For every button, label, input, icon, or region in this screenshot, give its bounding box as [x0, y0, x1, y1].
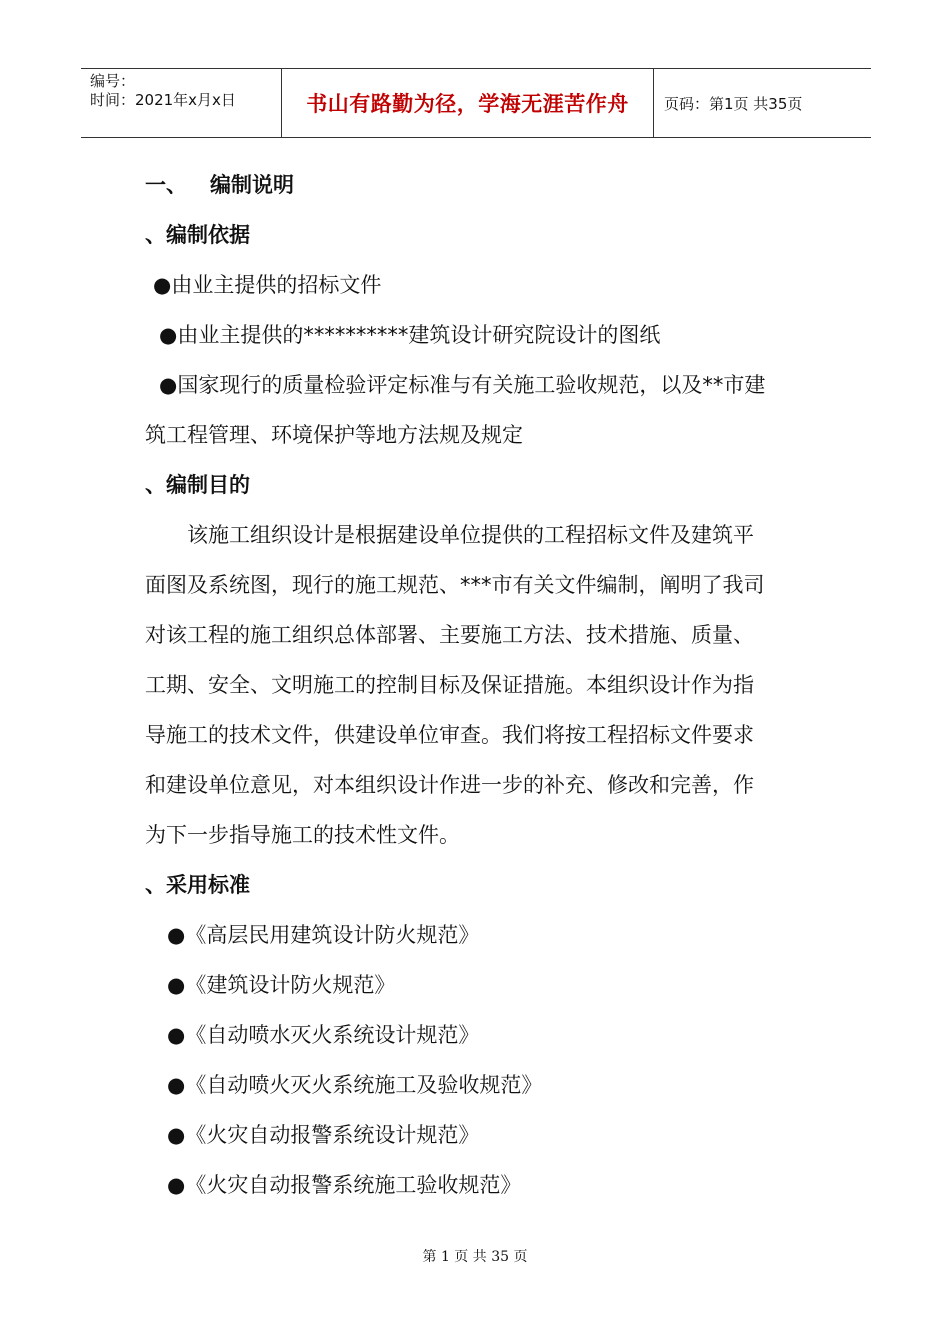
- standard-item: ●《火灾自动报警系统施工验收规范》: [167, 1173, 522, 1197]
- time-label: 时间：2021年x月x日: [90, 91, 236, 109]
- number-label: 编号：: [90, 72, 136, 90]
- basis-item-continuation: 筑工程管理、环境保护等地方法规及规定: [145, 423, 523, 447]
- section-number: 一、: [145, 173, 187, 197]
- section-title: 编制说明: [210, 173, 294, 197]
- standard-item: ●《高层民用建筑设计防火规范》: [167, 923, 480, 947]
- standard-item: ●《自动喷水灭火系统设计规范》: [167, 1023, 480, 1047]
- purpose-paragraph-line: 为下一步指导施工的技术性文件。: [145, 823, 460, 847]
- document-body: [145, 160, 810, 1210]
- subsection-heading-standards: 、采用标准: [145, 873, 250, 897]
- purpose-paragraph-line: 对该工程的施工组织总体部署、主要施工方法、技术措施、质量、: [145, 623, 754, 647]
- header-page-cell: [654, 69, 871, 137]
- purpose-paragraph-line: 工期、安全、文明施工的控制目标及保证措施。本组织设计作为指: [145, 673, 754, 697]
- basis-item: ●国家现行的质量检验评定标准与有关施工验收规范，以及**市建: [159, 373, 766, 397]
- section-heading: [145, 160, 810, 210]
- standard-item: ●《自动喷火灭火系统施工及验收规范》: [167, 1073, 543, 1097]
- basis-item: ●由业主提供的招标文件: [153, 273, 382, 297]
- purpose-paragraph-line: 和建设单位意见，对本组织设计作进一步的补充、修改和完善，作: [145, 773, 754, 797]
- standard-item: ●《火灾自动报警系统设计规范》: [167, 1123, 480, 1147]
- page-info: 页码：第1页 共35页: [664, 94, 803, 113]
- purpose-paragraph-line: 面图及系统图，现行的施工规范、***市有关文件编制，阐明了我司: [145, 573, 765, 597]
- header-motto-cell: [282, 69, 654, 137]
- subsection-heading-purpose: 、编制目的: [145, 473, 250, 497]
- subsection-heading-basis: 、编制依据: [145, 223, 250, 247]
- footer-page-number: 第 1 页 共 35 页: [422, 1249, 528, 1265]
- purpose-paragraph-line: 该施工组织设计是根据建设单位提供的工程招标文件及建筑平: [187, 523, 754, 547]
- standard-item: ●《建筑设计防火规范》: [167, 973, 396, 997]
- basis-item: ●由业主提供的**********建筑设计研究院设计的图纸: [159, 323, 661, 347]
- document-header: [81, 68, 871, 138]
- header-meta-cell: [81, 69, 282, 137]
- purpose-paragraph-line: 导施工的技术文件，供建设单位审查。我们将按工程招标文件要求: [145, 723, 754, 747]
- page-footer: [0, 1246, 950, 1266]
- motto-text: 书山有路勤为径，学海无涯苦作舟: [306, 92, 629, 116]
